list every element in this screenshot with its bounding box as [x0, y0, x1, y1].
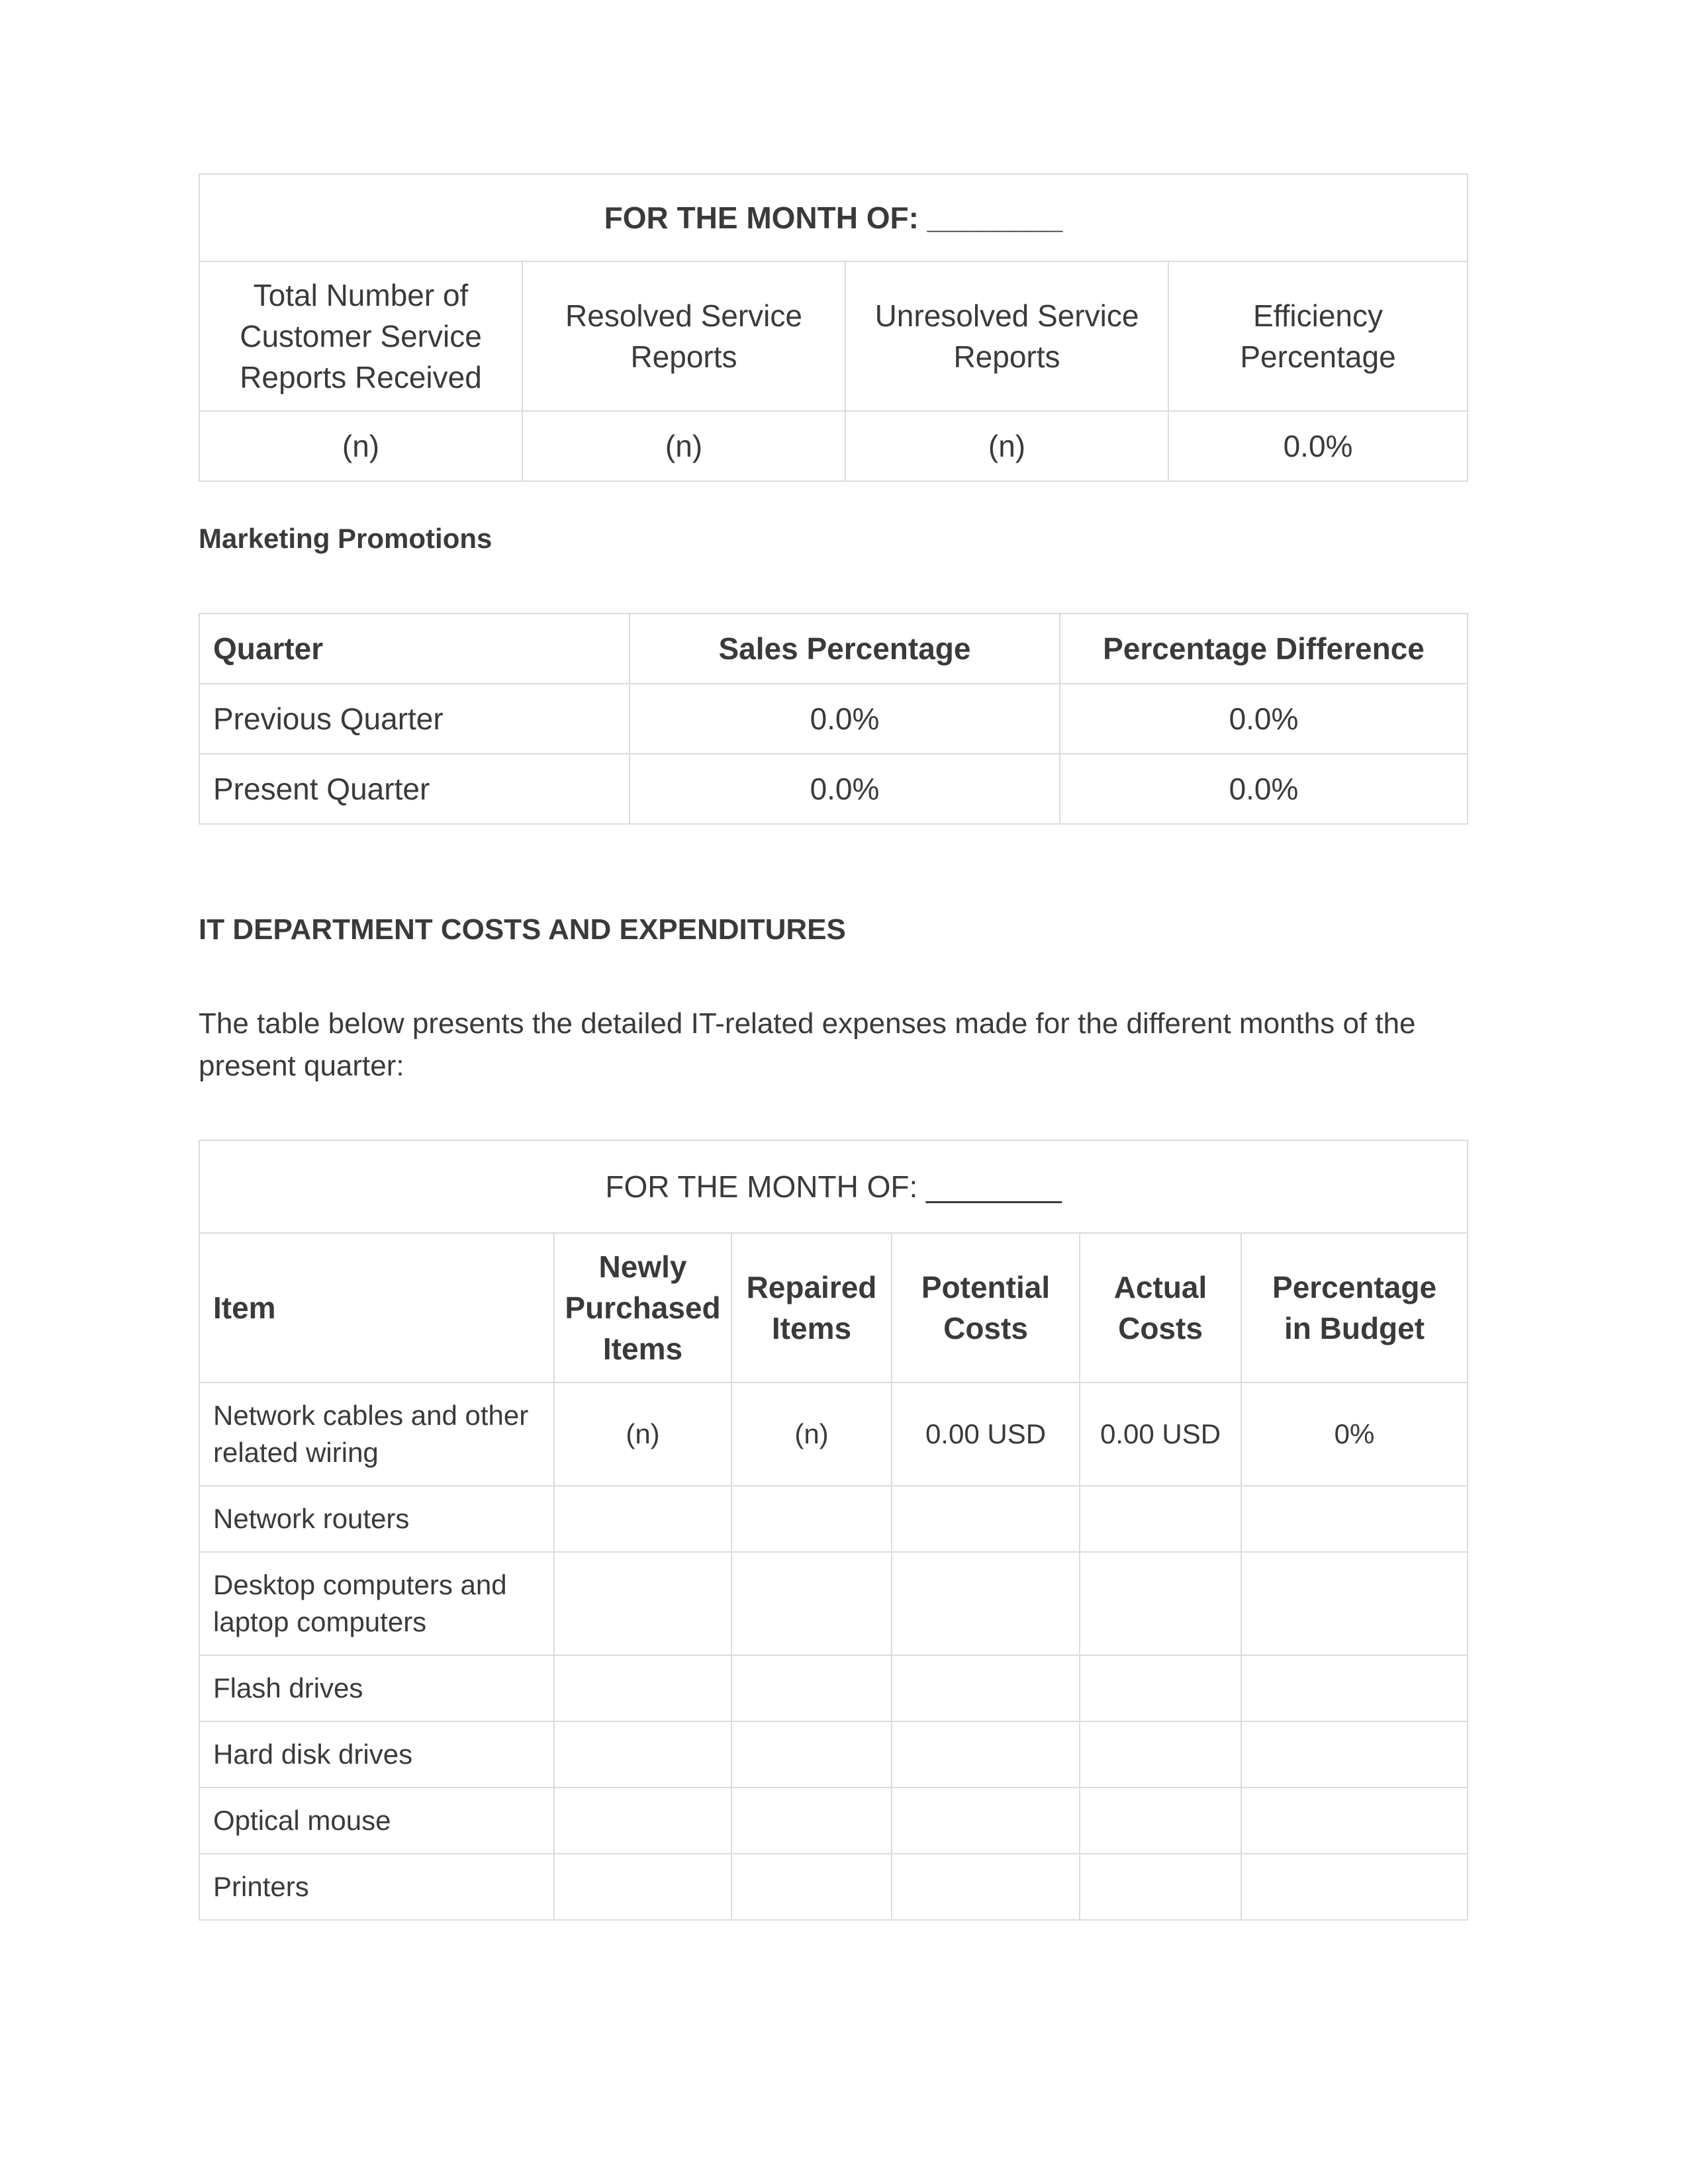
- marketing-table: [199, 613, 1468, 825]
- header-sales-percentage: Sales Percentage: [630, 614, 1060, 684]
- header-newly-purchased: Newly Purchased Items: [554, 1233, 731, 1383]
- potential-costs: [892, 1788, 1080, 1854]
- potential-costs: [892, 1854, 1080, 1920]
- value-resolved-reports: (n): [522, 411, 845, 481]
- header-item: Item: [199, 1233, 554, 1383]
- it-section-paragraph: The table below presents the detailed IT-related expenses made for the different months of the present quarter:: [199, 1007, 1416, 1082]
- actual-costs: [1080, 1854, 1241, 1920]
- table-row: [199, 1655, 1468, 1721]
- quarter-label: Present Quarter: [199, 754, 630, 824]
- item-name: Desktop computers and laptop computers: [199, 1552, 554, 1655]
- table-row: [199, 1854, 1468, 1920]
- actual-costs: [1080, 1721, 1241, 1788]
- percentage-difference: 0.0%: [1060, 754, 1468, 824]
- percentage-budget: [1241, 1854, 1468, 1920]
- percentage-budget: [1241, 1552, 1468, 1655]
- table-row: [199, 1383, 1468, 1486]
- header-resolved-reports: Resolved Service Reports: [522, 261, 845, 411]
- repaired: [731, 1552, 892, 1655]
- actual-costs: [1080, 1655, 1241, 1721]
- table-row: [199, 754, 1468, 824]
- percentage-difference: 0.0%: [1060, 684, 1468, 754]
- it-section-heading: IT DEPARTMENT COSTS AND EXPENDITURES: [199, 913, 846, 946]
- potential-costs: [892, 1486, 1080, 1552]
- header-total-reports: Total Number of Customer Service Reports Received: [199, 261, 522, 411]
- header-repaired: Repaired Items: [731, 1233, 892, 1383]
- percentage-budget: [1241, 1655, 1468, 1721]
- service-reports-table: [199, 173, 1468, 482]
- marketing-promotions-heading: Marketing Promotions: [199, 523, 492, 554]
- actual-costs: 0.00 USD: [1080, 1383, 1241, 1486]
- newly-purchased: [554, 1552, 731, 1655]
- table-row: [199, 1788, 1468, 1854]
- potential-costs: [892, 1655, 1080, 1721]
- newly-purchased: [554, 1721, 731, 1788]
- value-efficiency-percentage: 0.0%: [1168, 411, 1468, 481]
- header-actual-costs: Actual Costs: [1080, 1233, 1241, 1383]
- header-percentage-difference: Percentage Difference: [1060, 614, 1468, 684]
- header-percentage-budget: Percentage in Budget: [1241, 1233, 1468, 1383]
- actual-costs: [1080, 1486, 1241, 1552]
- service-table-title: FOR THE MONTH OF: ________: [199, 174, 1468, 261]
- sales-percentage: 0.0%: [630, 754, 1060, 824]
- header-quarter: Quarter: [199, 614, 630, 684]
- item-name: Printers: [199, 1854, 554, 1920]
- percentage-budget: [1241, 1721, 1468, 1788]
- repaired: [731, 1854, 892, 1920]
- header-potential-costs: Potential Costs: [892, 1233, 1080, 1383]
- it-table-title: FOR THE MONTH OF: ________: [199, 1140, 1468, 1233]
- table-row: [199, 1552, 1468, 1655]
- header-unresolved-reports: Unresolved Service Reports: [845, 261, 1168, 411]
- newly-purchased: [554, 1854, 731, 1920]
- item-name: Flash drives: [199, 1655, 554, 1721]
- table-row: [199, 684, 1468, 754]
- repaired: [731, 1655, 892, 1721]
- quarter-label: Previous Quarter: [199, 684, 630, 754]
- repaired: [731, 1721, 892, 1788]
- header-efficiency-percentage: Efficiency Percentage: [1168, 261, 1468, 411]
- potential-costs: 0.00 USD: [892, 1383, 1080, 1486]
- value-unresolved-reports: (n): [845, 411, 1168, 481]
- table-row: [199, 1486, 1468, 1552]
- newly-purchased: (n): [554, 1383, 731, 1486]
- newly-purchased: [554, 1788, 731, 1854]
- potential-costs: [892, 1552, 1080, 1655]
- percentage-budget: [1241, 1486, 1468, 1552]
- actual-costs: [1080, 1788, 1241, 1854]
- repaired: (n): [731, 1383, 892, 1486]
- table-row: [199, 1721, 1468, 1788]
- repaired: [731, 1788, 892, 1854]
- item-name: Optical mouse: [199, 1788, 554, 1854]
- item-name: Hard disk drives: [199, 1721, 554, 1788]
- newly-purchased: [554, 1486, 731, 1552]
- item-name: Network routers: [199, 1486, 554, 1552]
- item-name: Network cables and other related wiring: [199, 1383, 554, 1486]
- newly-purchased: [554, 1655, 731, 1721]
- actual-costs: [1080, 1552, 1241, 1655]
- percentage-budget: [1241, 1788, 1468, 1854]
- sales-percentage: 0.0%: [630, 684, 1060, 754]
- percentage-budget: 0%: [1241, 1383, 1468, 1486]
- potential-costs: [892, 1721, 1080, 1788]
- it-costs-table: [199, 1140, 1468, 1921]
- value-total-reports: (n): [199, 411, 522, 481]
- repaired: [731, 1486, 892, 1552]
